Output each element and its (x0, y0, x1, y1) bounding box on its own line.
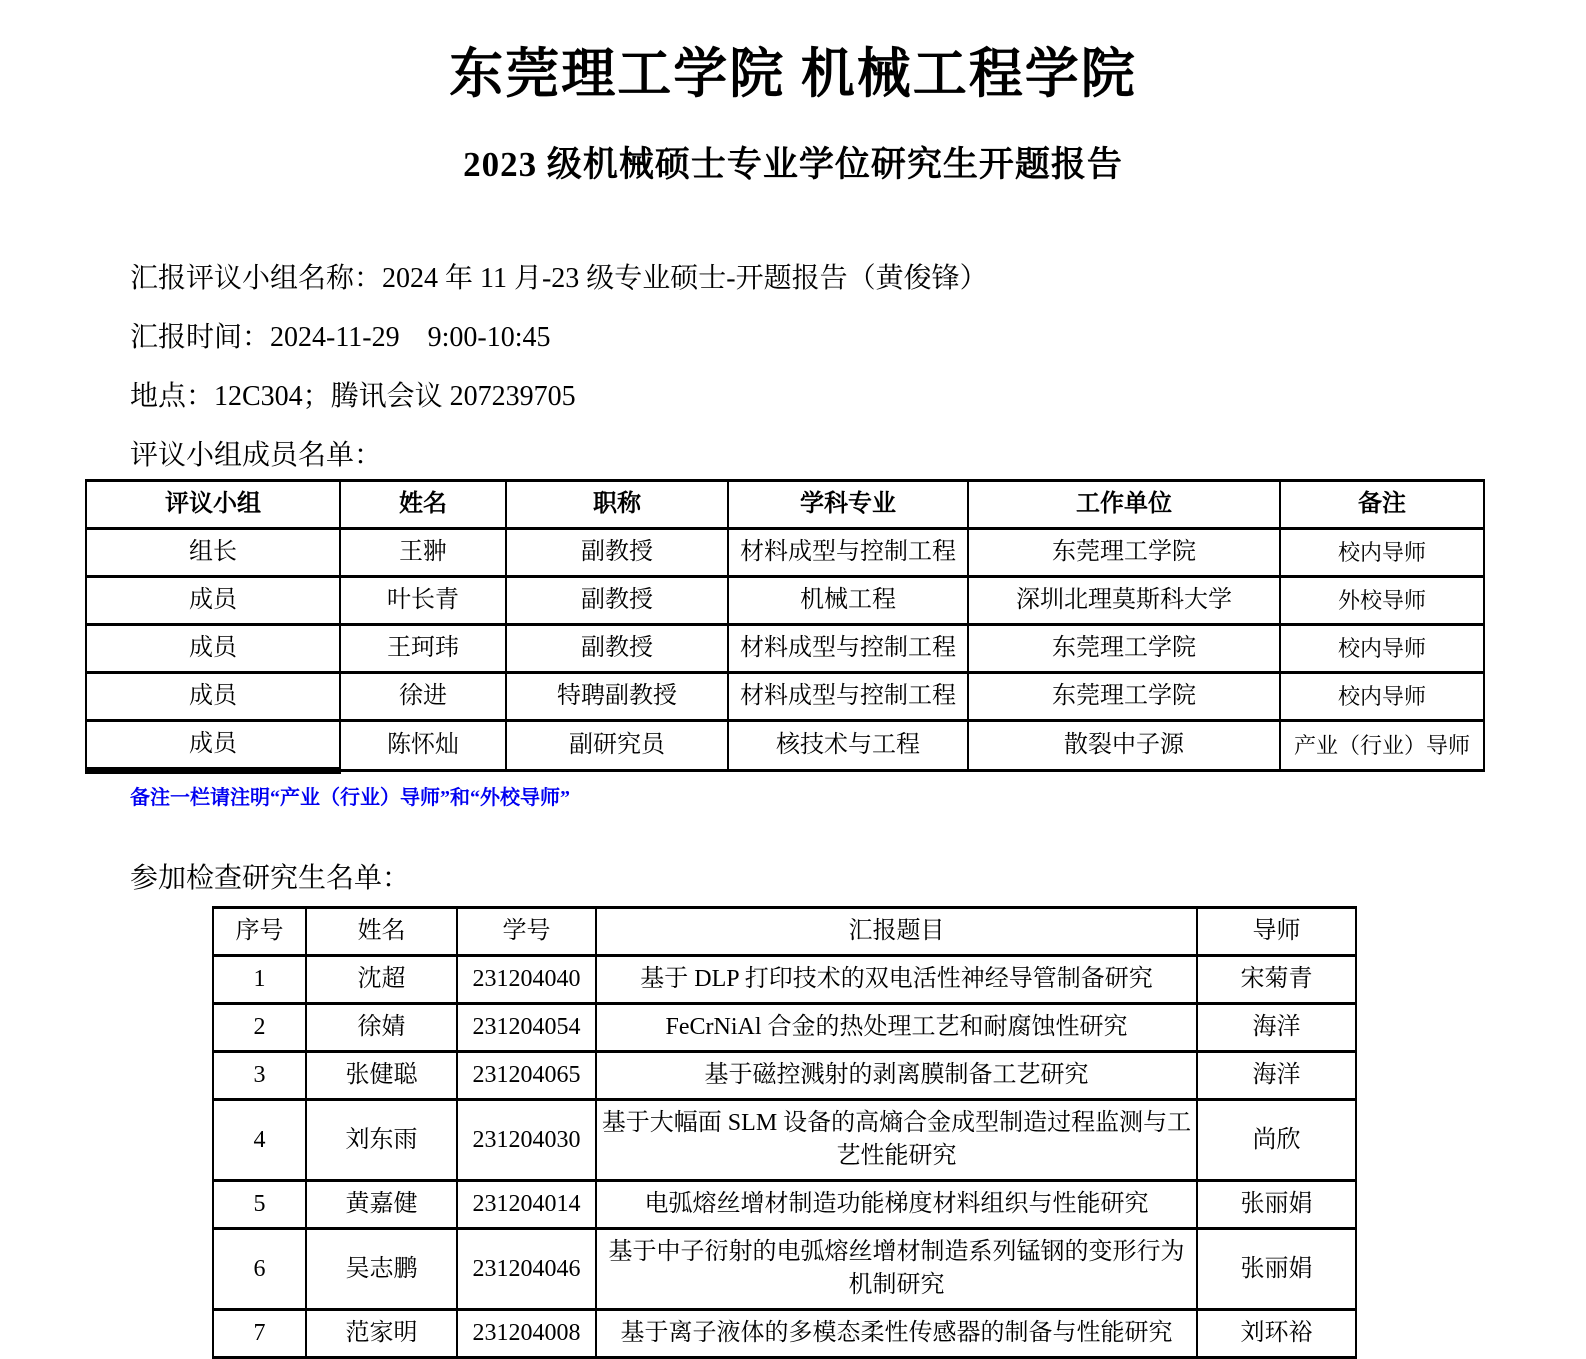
table-cell: 陈怀灿 (340, 721, 506, 771)
students-table (212, 906, 1357, 1359)
table-row (213, 1004, 1356, 1052)
table-row (213, 1100, 1356, 1181)
table-row (213, 1229, 1356, 1310)
column-header: 学号 (457, 908, 596, 956)
table-cell: 成员 (86, 721, 340, 771)
table-cell: 东莞理工学院 (968, 673, 1280, 721)
table-cell: 基于 DLP 打印技术的双电活性神经导管制备研究 (596, 956, 1197, 1004)
table-cell: 5 (213, 1181, 306, 1229)
column-header: 姓名 (306, 908, 457, 956)
table-cell: 深圳北理莫斯科大学 (968, 577, 1280, 625)
column-header: 导师 (1197, 908, 1356, 956)
table-cell: 4 (213, 1100, 306, 1181)
table-cell: 副研究员 (506, 721, 728, 771)
table-cell: 叶长青 (340, 577, 506, 625)
column-header: 评议小组 (86, 481, 340, 529)
table-cell: 基于磁控溅射的剥离膜制备工艺研究 (596, 1052, 1197, 1100)
table-cell: 1 (213, 956, 306, 1004)
table-cell: 产业（行业）导师 (1280, 721, 1484, 771)
table-cell: 沈超 (306, 956, 457, 1004)
table-cell: 外校导师 (1280, 577, 1484, 625)
table-cell: 231204030 (457, 1100, 596, 1181)
table-cell: 副教授 (506, 625, 728, 673)
table-cell: 副教授 (506, 529, 728, 577)
table-cell: 3 (213, 1052, 306, 1100)
column-header: 职称 (506, 481, 728, 529)
table-cell: 231204046 (457, 1229, 596, 1310)
table-row (213, 1310, 1356, 1358)
table-cell: 成员 (86, 577, 340, 625)
table-cell: 徐进 (340, 673, 506, 721)
meta-group-name-line: 汇报评议小组名称：2024 年 11 月-23 级专业硕士-开题报告（黄俊锋） (130, 263, 988, 294)
table-header-row (86, 481, 1484, 529)
table-cell: 吴志鹏 (306, 1229, 457, 1310)
column-header: 姓名 (340, 481, 506, 529)
column-header: 工作单位 (968, 481, 1280, 529)
table-cell: 刘环裕 (1197, 1310, 1356, 1358)
table-cell: 材料成型与控制工程 (728, 529, 968, 577)
table-row (213, 956, 1356, 1004)
table-cell: 基于离子液体的多模态柔性传感器的制备与性能研究 (596, 1310, 1197, 1358)
table-cell: 特聘副教授 (506, 673, 728, 721)
table-cell: 231204065 (457, 1052, 596, 1100)
table-cell: 张丽娟 (1197, 1181, 1356, 1229)
table-cell: 徐婧 (306, 1004, 457, 1052)
table-cell: 校内导师 (1280, 529, 1484, 577)
table-cell: 基于大幅面 SLM 设备的高熵合金成型制造过程监测与工艺性能研究 (596, 1100, 1197, 1181)
table-row (213, 1052, 1356, 1100)
column-header: 汇报题目 (596, 908, 1197, 956)
table-cell: 231204054 (457, 1004, 596, 1052)
table-cell: 张健聪 (306, 1052, 457, 1100)
table-cell: 231204040 (457, 956, 596, 1004)
column-header: 学科专业 (728, 481, 968, 529)
table-cell: 成员 (86, 625, 340, 673)
table-row (86, 721, 1484, 771)
table-cell: 王翀 (340, 529, 506, 577)
table-cell: 海洋 (1197, 1004, 1356, 1052)
table-cell: 材料成型与控制工程 (728, 673, 968, 721)
table-cell: 电弧熔丝增材制造功能梯度材料组织与性能研究 (596, 1181, 1197, 1229)
document-subtitle: 2023 级机械硕士专业学位研究生开题报告 (463, 145, 1123, 184)
students-list-heading: 参加检查研究生名单： (130, 863, 411, 894)
document-title: 东莞理工学院 机械工程学院 (449, 44, 1137, 104)
table-cell: 东莞理工学院 (968, 529, 1280, 577)
meta-report-time-line: 汇报时间：2024-11-29 9:00-10:45 (130, 322, 551, 353)
table-cell: 海洋 (1197, 1052, 1356, 1100)
meta-location-line: 地点：12C304；腾讯会议 207239705 (130, 381, 576, 412)
table-cell: 成员 (86, 673, 340, 721)
table-cell: 黄嘉健 (306, 1181, 457, 1229)
table-cell: 6 (213, 1229, 306, 1310)
table-cell: 231204014 (457, 1181, 596, 1229)
table-cell: 2 (213, 1004, 306, 1052)
table-cell: 东莞理工学院 (968, 625, 1280, 673)
column-header: 备注 (1280, 481, 1484, 529)
table-cell: 基于中子衍射的电弧熔丝增材制造系列锰钢的变形行为机制研究 (596, 1229, 1197, 1310)
table-cell: 张丽娟 (1197, 1229, 1356, 1310)
table-cell: 宋菊青 (1197, 956, 1356, 1004)
table-cell: 校内导师 (1280, 673, 1484, 721)
committee-table (85, 479, 1485, 774)
table-cell: 核技术与工程 (728, 721, 968, 771)
table-cell: 散裂中子源 (968, 721, 1280, 771)
table-cell: 王珂玮 (340, 625, 506, 673)
table-row (86, 529, 1484, 577)
table-cell: 231204008 (457, 1310, 596, 1358)
table-cell: 组长 (86, 529, 340, 577)
table-cell: 尚欣 (1197, 1100, 1356, 1181)
table-row (86, 673, 1484, 721)
table-cell: 刘东雨 (306, 1100, 457, 1181)
table-cell: 校内导师 (1280, 625, 1484, 673)
table-cell: 7 (213, 1310, 306, 1358)
table-cell: 副教授 (506, 577, 728, 625)
table-row (86, 577, 1484, 625)
table-cell: 范家明 (306, 1310, 457, 1358)
committee-list-heading: 评议小组成员名单： (130, 440, 383, 471)
table-cell: 机械工程 (728, 577, 968, 625)
table-row (213, 1181, 1356, 1229)
table-header-row (213, 908, 1356, 956)
table-cell: FeCrNiAl 合金的热处理工艺和耐腐蚀性研究 (596, 1004, 1197, 1052)
remark-note: 备注一栏请注明“产业（行业）导师”和“外校导师” (130, 787, 570, 809)
column-header: 序号 (213, 908, 306, 956)
meta-section (130, 264, 1586, 412)
table-row (86, 625, 1484, 673)
table-cell: 材料成型与控制工程 (728, 625, 968, 673)
